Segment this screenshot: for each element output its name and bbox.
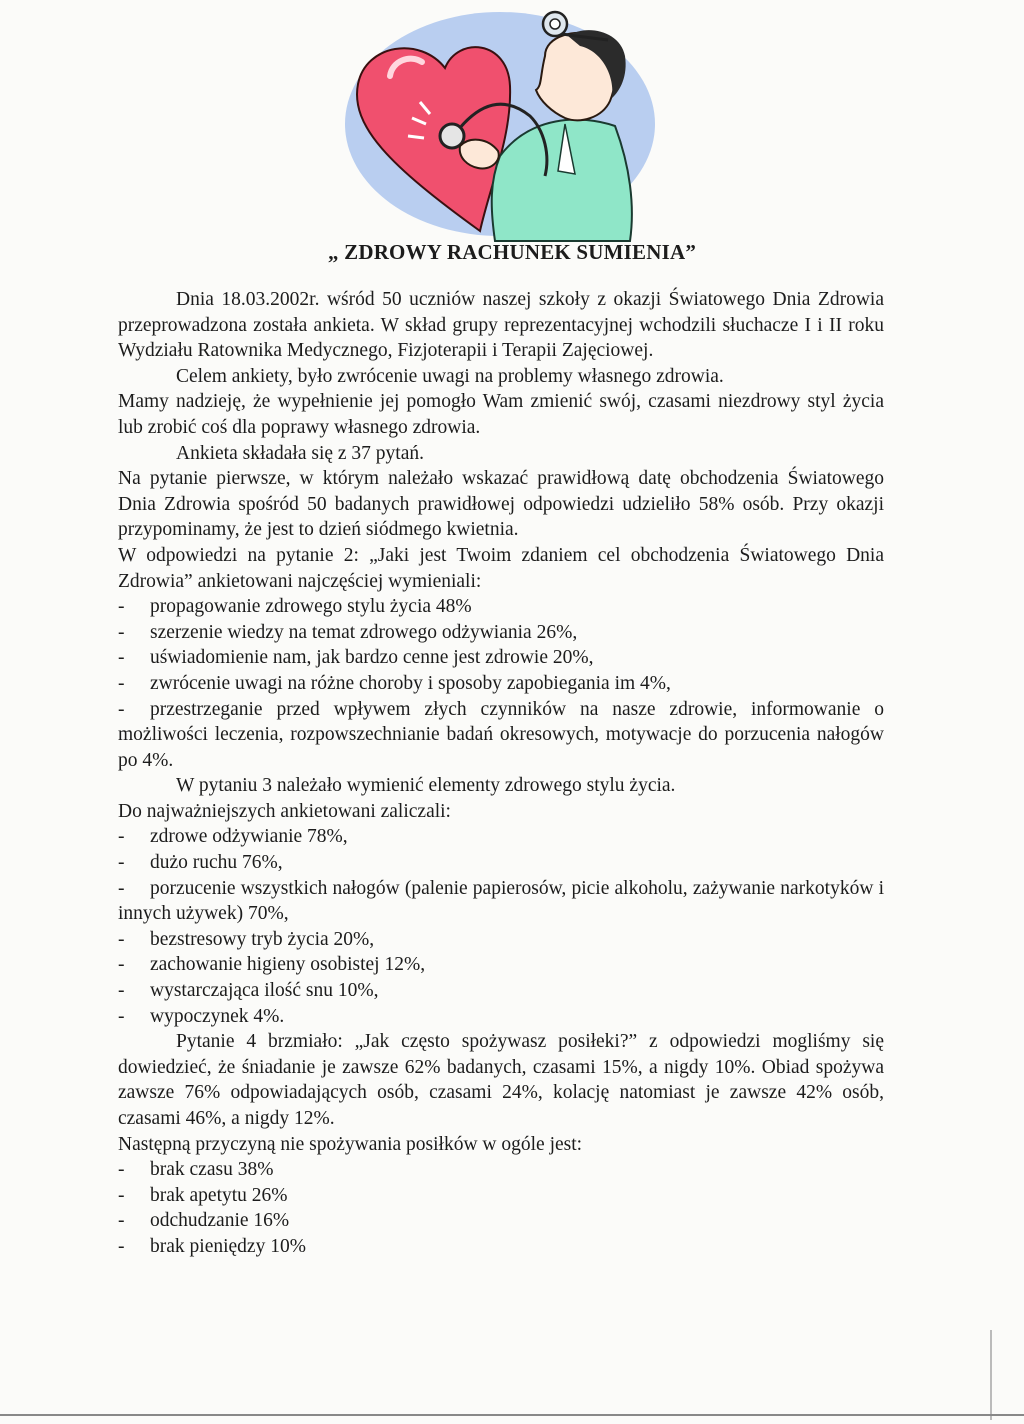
list-dash: - <box>118 647 125 669</box>
list-item: - zachowanie higieny osobistej 12%, <box>118 952 884 978</box>
list-dash: - <box>118 672 125 694</box>
paragraph-intro: Dnia 18.03.2002r. wśród 50 uczniów naszej szkoły z okazji Światowego Dnia Zdrowia przeprowadzona została ankieta. W skład grupy reprezentacyjnej wchodzili słuchacze I i II roku Wydziału Ratownika Medycznego, Fizjoterapii i Terapii Zajęciowej. <box>118 289 884 362</box>
paragraph-reasons-intro: Następną przyczyną nie spożywania posiłków w ogóle jest: <box>118 1133 583 1155</box>
list-dash: - <box>118 877 125 899</box>
list-item: - dużo ruchu 76%, <box>118 850 884 876</box>
list-question-3 <box>118 824 884 1029</box>
document-body <box>118 287 884 1260</box>
list-dash: - <box>118 980 125 1002</box>
list-item: - zwrócenie uwagi na różne choroby i sposoby zapobiegania im 4%, <box>118 671 884 697</box>
paragraph-question-count: Ankieta składała się z 37 pytań. <box>176 442 425 464</box>
paragraph-question-2: W odpowiedzi na pytanie 2: „Jaki jest Twoim zdaniem cel obchodzenia Światowego Dnia Zdrowia” ankietowani najczęściej wymieniali: <box>118 544 884 592</box>
paragraph-question-4: Pytanie 4 brzmiało: „Jak często spożywasz posiłeki?” z odpowiedzi mogliśmy się dowiedzieć, że śniadanie je zawsze 62% badanych, czasami 15%, a nigdy 10%. Obiad spożywa zawsze 76% odpowiadających osób, czasami 24%, kolację natomiast je zawsze 42% osób, czasami 46%, a nigdy 12%. <box>118 1031 884 1129</box>
list-item: - wypoczynek 4%. <box>118 1004 884 1030</box>
list-item: - szerzenie wiedzy na temat zdrowego odżywiania 26%, <box>118 620 884 646</box>
list-dash: - <box>118 852 125 874</box>
list-item: - propagowanie zdrowego stylu życia 48% <box>118 594 884 620</box>
list-item: - brak apetytu 26% <box>118 1183 884 1209</box>
list-dash: - <box>118 954 125 976</box>
paragraph-goal: Celem ankiety, było zwrócenie uwagi na problemy własnego zdrowia. <box>176 365 724 387</box>
list-item: - przestrzeganie przed wpływem złych czynników na nasze zdrowie, informowanie o możliwości leczenia, rozpowszechnianie badań okresowych, motywacje do porzucenia nałogów po 4%. <box>118 698 884 771</box>
list-item: - bezstresowy tryb życia 20%, <box>118 927 884 953</box>
list-item: - brak czasu 38% <box>118 1157 884 1183</box>
list-dash: - <box>118 698 125 720</box>
list-item: - brak pieniędzy 10% <box>118 1234 884 1260</box>
list-dash: - <box>118 1184 125 1206</box>
scan-bottom-line <box>0 1414 1024 1416</box>
list-item: - wystarczająca ilość snu 10%, <box>118 978 884 1004</box>
list-dash: - <box>118 1235 125 1257</box>
list-question-2 <box>118 594 884 773</box>
paragraph-hope: Mamy nadzieję, że wypełnienie jej pomogło Wam zmienić swój, czasami niezdrowy styl życia lub zrobić coś dla poprawy własnego zdrowia. <box>118 391 884 438</box>
list-dash: - <box>118 1005 125 1027</box>
paragraph-question-3-intro: Do najważniejszych ankietowani zaliczali: <box>118 800 451 822</box>
list-item: - zdrowe odżywianie 78%, <box>118 824 884 850</box>
list-dash: - <box>118 621 125 643</box>
paragraph-question-1: Na pytanie pierwsze, w którym należało wskazać prawidłową datę obchodzenia Światowego Dnia Zdrowia spośród 50 badanych prawidłowej odpowiedzi udzieliło 58% osób. Przy okazji przypominamy, że jest to dzień siódmego kwietnia. <box>118 468 884 541</box>
list-reasons <box>118 1157 884 1259</box>
list-dash: - <box>118 596 125 618</box>
document-title: „ ZDROWY RACHUNEK SUMIENIA” <box>327 240 697 264</box>
doctor-with-heart-icon <box>330 6 660 246</box>
list-dash: - <box>118 1210 125 1232</box>
list-dash: - <box>118 1159 125 1181</box>
list-item: - odchudzanie 16% <box>118 1208 884 1234</box>
list-item: - porzucenie wszystkich nałogów (palenie papierosów, picie alkoholu, zażywanie narkotyków i innych używek) 70%, <box>118 877 884 925</box>
scan-edge-mark <box>990 1330 992 1420</box>
list-dash: - <box>118 928 125 950</box>
list-dash: - <box>118 826 125 848</box>
list-item: - uświadomienie nam, jak bardzo cenne jest zdrowie 20%, <box>118 645 884 671</box>
paragraph-question-3: W pytaniu 3 należało wymienić elementy zdrowego stylu życia. <box>176 775 676 797</box>
